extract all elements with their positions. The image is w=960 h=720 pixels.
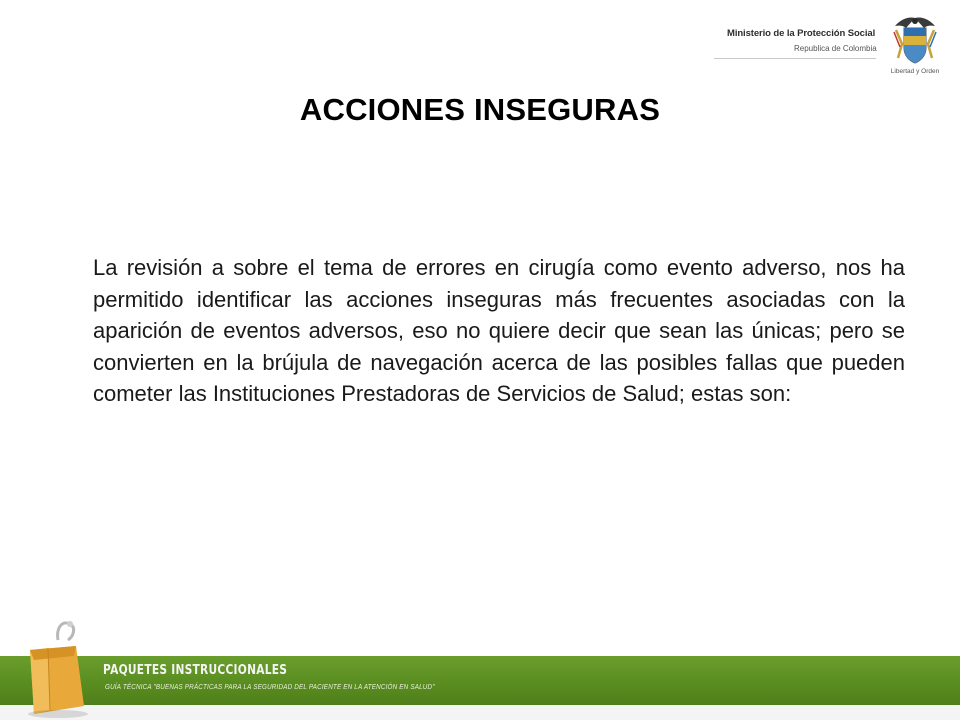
crest-motto: Libertad y Orden [890,68,940,75]
ministry-logo [714,22,880,68]
paper-bag-icon [0,610,100,720]
body-paragraph: La revisión a sobre el tema de errores en cirugía como evento adverso, nos ha permitido identificar las acciones inseguras más frecuentes asociadas con la aparición de eventos adversos, eso no quiere decir que sean las únicas; pero se convierten en la brújula de navegación acerca de las posibles fallas que pueden cometer las Instituciones Prestadoras de Servicios de Salud; estas son: [93,255,905,406]
ministry-name: Ministerio de la Protección Social [727,28,876,39]
crest-icon [888,14,942,80]
footer-subtitle: GUÍA TÉCNICA "BUENAS PRÁCTICAS PARA LA SEGURIDAD DEL PACIENTE EN LA ATENCIÓN EN SALUD" [105,684,435,691]
footer-bottom-strip [0,705,960,720]
ministry-country: Republica de Colombia [794,44,877,53]
ministry-divider [714,58,876,59]
footer-title: PAQUETES INSTRUCCIONALES [103,663,288,678]
slide-title: ACCIONES INSEGURAS [299,92,661,127]
